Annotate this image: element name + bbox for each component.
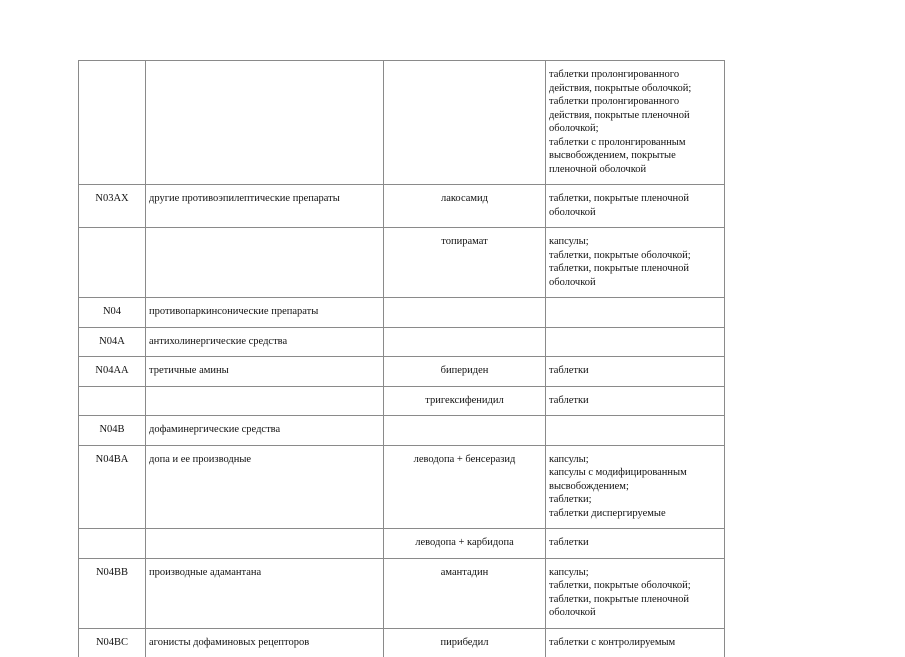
pharmacological-group-cell: противопаркинсонические препараты bbox=[146, 298, 384, 328]
table-row bbox=[79, 628, 725, 657]
drug-name-cell: леводопа + карбидопа bbox=[384, 529, 546, 559]
table-row bbox=[79, 298, 725, 328]
atc-code-cell: N03AX bbox=[79, 185, 146, 228]
table-row bbox=[79, 185, 725, 228]
dosage-form-line: таблетки bbox=[549, 536, 721, 550]
dosage-form-line: таблетки bbox=[549, 364, 721, 378]
dosage-form-cell bbox=[546, 445, 725, 529]
drug-name-cell: пирибедил bbox=[384, 628, 546, 657]
drug-name-cell: топирамат bbox=[384, 228, 546, 298]
table-row bbox=[79, 386, 725, 416]
dosage-form-line: таблетки, покрытые пленочной оболочкой bbox=[549, 262, 721, 289]
pharmacological-group-cell: производные адамантана bbox=[146, 558, 384, 628]
atc-code-cell: N04BA bbox=[79, 445, 146, 529]
table-row bbox=[79, 558, 725, 628]
drug-name-cell: бипериден bbox=[384, 357, 546, 387]
atc-code-cell: N04B bbox=[79, 416, 146, 446]
dosage-form-line: таблетки, покрытые оболочкой; bbox=[549, 579, 721, 593]
dosage-form-line: таблетки, покрытые пленочной оболочкой bbox=[549, 192, 721, 219]
drug-name-cell: тригексифенидил bbox=[384, 386, 546, 416]
pharmacological-group-cell: агонисты дофаминовых рецепторов bbox=[146, 628, 384, 657]
table-row bbox=[79, 61, 725, 185]
dosage-form-cell bbox=[546, 61, 725, 185]
pharmacological-group-cell bbox=[146, 61, 384, 185]
atc-code-cell bbox=[79, 529, 146, 559]
dosage-form-cell bbox=[546, 327, 725, 357]
dosage-form-line: таблетки, покрытые пленочной оболочкой bbox=[549, 593, 721, 620]
atc-code-cell bbox=[79, 228, 146, 298]
dosage-form-line: таблетки; bbox=[549, 493, 721, 507]
dosage-form-line: таблетки bbox=[549, 394, 721, 408]
drug-name-cell bbox=[384, 416, 546, 446]
dosage-form-cell bbox=[546, 386, 725, 416]
atc-code-cell: N04 bbox=[79, 298, 146, 328]
dosage-form-cell bbox=[546, 628, 725, 657]
dosage-form-line: таблетки с контролируемым bbox=[549, 636, 721, 650]
drug-name-cell: леводопа + бенсеразид bbox=[384, 445, 546, 529]
atc-code-cell bbox=[79, 61, 146, 185]
pharmacological-group-cell: допа и ее производные bbox=[146, 445, 384, 529]
drug-name-cell bbox=[384, 298, 546, 328]
table-row bbox=[79, 416, 725, 446]
dosage-form-line: капсулы с модифицированным высвобождением; bbox=[549, 466, 721, 493]
table-row bbox=[79, 529, 725, 559]
pharmacological-group-cell bbox=[146, 228, 384, 298]
pharmacological-group-cell: антихолинергические средства bbox=[146, 327, 384, 357]
table-body bbox=[79, 61, 725, 657]
table-row bbox=[79, 228, 725, 298]
drug-list-table bbox=[78, 60, 725, 657]
dosage-form-cell bbox=[546, 185, 725, 228]
dosage-form-line: таблетки пролонгированного действия, покрытые оболочкой; bbox=[549, 68, 721, 95]
dosage-form-line: таблетки пролонгированного действия, покрытые пленочной оболочкой; bbox=[549, 95, 721, 136]
dosage-form-line: капсулы; bbox=[549, 566, 721, 580]
atc-code-cell: N04A bbox=[79, 327, 146, 357]
drug-name-cell bbox=[384, 327, 546, 357]
pharmacological-group-cell bbox=[146, 386, 384, 416]
atc-code-cell: N04BC bbox=[79, 628, 146, 657]
drug-name-cell: амантадин bbox=[384, 558, 546, 628]
dosage-form-cell bbox=[546, 416, 725, 446]
dosage-form-line: капсулы; bbox=[549, 235, 721, 249]
table-row bbox=[79, 357, 725, 387]
dosage-form-line: таблетки, покрытые оболочкой; bbox=[549, 249, 721, 263]
drug-name-cell bbox=[384, 61, 546, 185]
dosage-form-line: капсулы; bbox=[549, 453, 721, 467]
table-row bbox=[79, 327, 725, 357]
dosage-form-line: таблетки диспергируемые bbox=[549, 507, 721, 521]
pharmacological-group-cell: другие противоэпилептические препараты bbox=[146, 185, 384, 228]
pharmacological-group-cell bbox=[146, 529, 384, 559]
pharmacological-group-cell: дофаминергические средства bbox=[146, 416, 384, 446]
dosage-form-cell bbox=[546, 298, 725, 328]
table-row bbox=[79, 445, 725, 529]
dosage-form-cell bbox=[546, 529, 725, 559]
atc-code-cell bbox=[79, 386, 146, 416]
dosage-form-cell bbox=[546, 558, 725, 628]
atc-code-cell: N04AA bbox=[79, 357, 146, 387]
dosage-form-cell bbox=[546, 228, 725, 298]
atc-code-cell: N04BB bbox=[79, 558, 146, 628]
drug-name-cell: лакосамид bbox=[384, 185, 546, 228]
dosage-form-cell bbox=[546, 357, 725, 387]
pharmacological-group-cell: третичные амины bbox=[146, 357, 384, 387]
dosage-form-line: таблетки с пролонгированным высвобождением, покрытые пленочной оболочкой bbox=[549, 136, 721, 177]
